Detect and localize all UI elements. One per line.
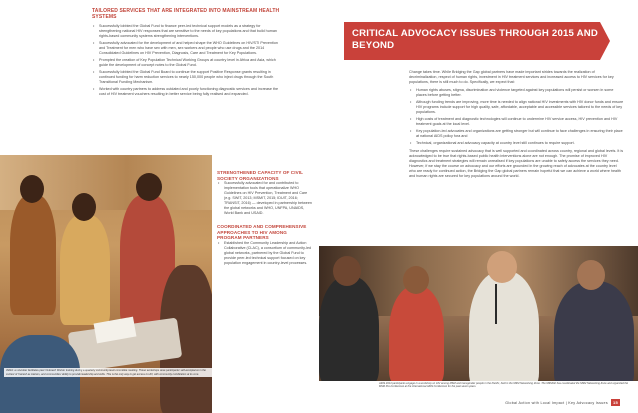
person-head	[577, 260, 605, 290]
list-item: • Prompted the creation of Key Population Technical Working Groups at country level in Africa and Asia, which guide the development of concept notes to the Global Fund.	[92, 58, 282, 68]
photo-caption: INDIA: a volunteer facilitates peer Outreach Worker training during a quarterly community-level committee meeting. These workshops raise participants' self-acceptance in the context of 'trained' as trainers, and communities' ability to provide leadership and skills. This is the only way to get access to HIV, with community mobilization at its core.	[4, 368, 213, 377]
person-figure	[10, 195, 56, 315]
list-item: • Key population-led advocates and organizations are getting stronger but will continue to face challenges in ensuring their place at national AIDS policy fora and	[409, 129, 624, 139]
side-column	[217, 170, 312, 268]
list-item: • Successfully advocated for and contributed to implementation tools that operationalize WHO Guidelines on HIV Prevention, Treatment and Care (e.g. SWIT, 2013; MSMIT, 2015; IDUIT, 2016; TRANSIT, 2016) — developed in partnership between the global networks and WHO, UNFPA, UNAIDS, World Bank and USAID.	[217, 181, 312, 216]
list-item: • Successfully advocated for the development of and helped shape the WHO Guidelines on HIV/STI Prevention and Treatment for men who have sex with men, sex workers and people who use drugs and the 2014 Consolidated Guidelines on HIV Prevention, Diagnosis, Care and Treatment for Key Populations.	[92, 41, 282, 56]
banner-title: CRITICAL ADVOCACY ISSUES THROUGH 2015 AND BEYOND	[352, 28, 598, 51]
footer-text: Global Action with Local Impact | Key Advocacy Issues	[505, 400, 608, 405]
tailored-services-bullets	[92, 24, 282, 97]
person-head	[333, 256, 361, 286]
side-heading-coordinated: COORDINATED AND COMPREHENSIVE APPROACHES TO HIV AMONG PROGRAM PARTNERS	[217, 224, 307, 241]
person-figure	[469, 271, 539, 381]
conference-photo	[319, 246, 638, 381]
capacity-bullets	[217, 181, 312, 216]
list-item: • Established the Community Leadership and Action Collaborative (CLAC), a consortium of community-led global networks, partnered by the Global Fund to provide peer-led technical support focused on key population engagement in country-level processes.	[217, 241, 312, 266]
section-heading: TAILORED SERVICES THAT ARE INTEGRATED INTO MAINSTREAM HEALTH SYSTEMS	[92, 8, 280, 20]
person-head	[20, 175, 44, 203]
photo-caption: AIDS 2014 participants engage in a workshop on HIV among MSM and transgender people in the Pacific, held in the MSM Networking Zone. The MSMGF has coordinated the MSM Networking Zone and organized the MSM Pre-Conference at the International AIDS Conference for the past seven years.	[379, 382, 629, 389]
advocacy-text	[409, 70, 624, 182]
person-head	[72, 193, 96, 221]
person-figure	[60, 215, 110, 325]
person-figure	[389, 286, 444, 381]
person-figure	[554, 281, 634, 381]
tailored-services-section	[92, 8, 282, 99]
person-head	[487, 251, 517, 283]
list-item: • Worked with country partners to address outdated and poorly functioning diagnostic services and increase the cost of HIV treatment vouchers resulting in better service being fully realised and expanded.	[92, 87, 282, 97]
person-figure	[319, 276, 379, 381]
list-item: • Human rights abuses, stigma, discrimination and violence targeted against key populations will persist or worsen in some places before getting better.	[409, 88, 624, 98]
list-item: • Successfully lobbied the Global Fund to finance peer-led technical support models as a strategy for strengthening national HIV responses that are sensitive to the needs of key populations and that build human rights-based community systems strengthening interventions.	[92, 24, 282, 39]
person-head	[136, 173, 162, 201]
list-item: • High costs of treatment and diagnostic technologies will continue to undermine HIV service access, HIV prevention and HIV treatment goals at the local level.	[409, 117, 624, 127]
side-heading-capacity: STRENGTHENED CAPACITY OF CIVIL SOCIETY ORGANIZATIONS	[217, 170, 303, 181]
advocacy-bullets	[409, 88, 624, 146]
closing-paragraph: These challenges require sustained advocacy that is well supported and coordinated across country, regional and global levels. It is acknowledged to be true that rights-based public health interventions alone are not enough. The promise of improved HIV diagnostics and treatment strategies will remain unrealised if key populations are unable to safely access the services they need. However, if we stay the course on advocacy and our efforts are grounded in the growing reach of advocates at the country level who are ready for continued action, the Bridging the Gap global partners remain hopeful that we can achieve a world where health and human rights are secured for key populations around the world.	[409, 149, 624, 178]
list-item: • Successfully lobbied the Global Fund Board to continue the support Positive Response grants resulting in continued funding for harm reduction services to nearly 150,000 people who inject drugs through the South Transitional Funding Mechanism.	[92, 70, 282, 85]
coordinated-bullets	[217, 241, 312, 266]
intro-paragraph: Change takes time. While Bridging the Gap global partners have made important strides towards the realization of decriminalization, respect of human rights, investment in HIV treatment services and increased access to HIV services for key populations, there is still much to do. Specifically, we expect that:	[409, 70, 614, 84]
page-footer	[505, 399, 620, 406]
person-head	[403, 266, 429, 294]
lanyard-strap	[495, 284, 497, 324]
section-banner	[344, 22, 600, 60]
banner-arrow	[600, 22, 610, 60]
page-number: 15	[612, 400, 618, 405]
list-item: • Technical, organizational and advocacy capacity at country level still continues to require support.	[409, 141, 624, 146]
right-page	[319, 0, 638, 413]
list-item: • Although funding trends are improving, more time is needed to align national HIV investments with HIV donor funds and ensure HIV programs include support for high quality, safe, affordable, acceptable and accessible services tailored to the needs of key populations.	[409, 100, 624, 115]
